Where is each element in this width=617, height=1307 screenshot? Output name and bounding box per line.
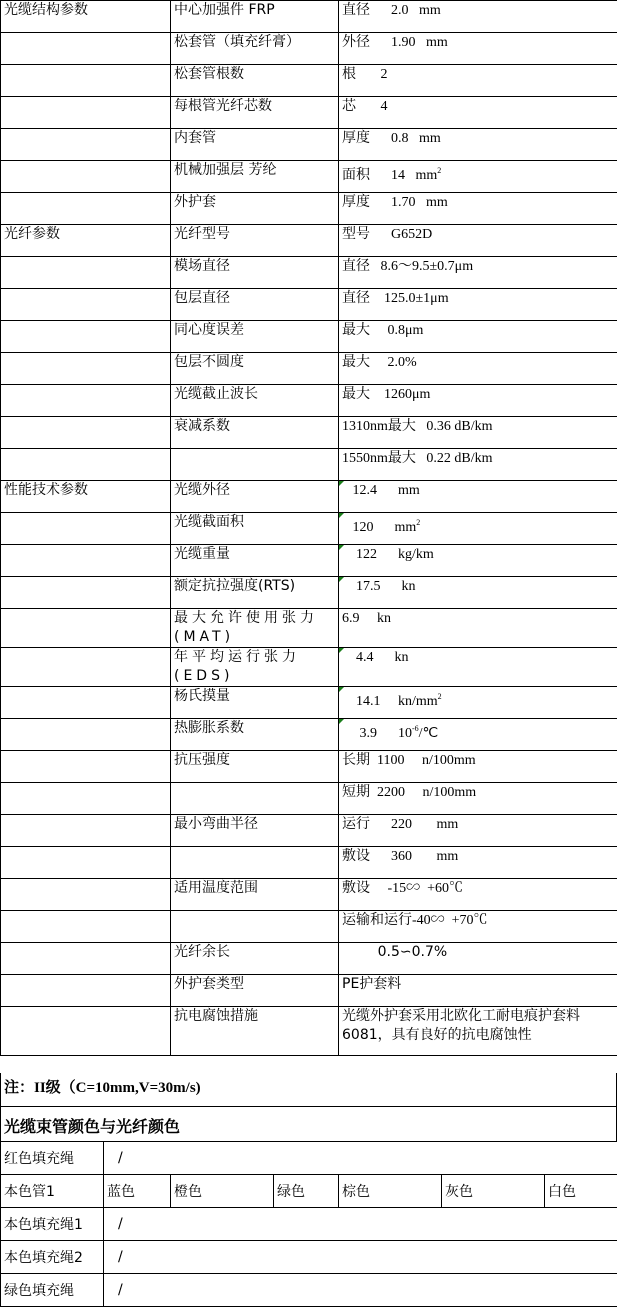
parameter-row [1, 289, 617, 321]
value-cell [339, 847, 617, 879]
item-cell: 额定抗拉强度(RTS) [171, 577, 339, 609]
value-cell [339, 225, 617, 257]
fiber-color-orange: 橙色 [171, 1175, 274, 1208]
parameter-row [1, 193, 617, 225]
value-text: 直径 2.0 mm [342, 3, 441, 18]
value-text: 1550nm最大 0.22 dB/km [342, 451, 493, 466]
parameter-row [1, 1007, 617, 1056]
natural-filler1-label: 本色填充绳1 [1, 1208, 104, 1241]
item-cell: 包层直径 [171, 289, 339, 321]
value-text: 0.5∽0.7% [342, 944, 447, 960]
item-cell: 抗电腐蚀措施 [171, 1007, 339, 1056]
section-cell [1, 1007, 171, 1056]
value-cell [339, 129, 617, 161]
value-text: 运输和运行-40∽ +70℃ [342, 913, 488, 928]
fiber-color-blue: 蓝色 [104, 1175, 171, 1208]
value-text: 厚度 0.8 mm [342, 131, 441, 146]
value-text: 运行 220 mm [342, 817, 458, 832]
section-cell [1, 879, 171, 911]
parameter-row [1, 257, 617, 289]
section-cell [1, 687, 171, 719]
value-cell [339, 161, 617, 193]
value-cell [339, 879, 617, 911]
value-cell [339, 751, 617, 783]
value-superscript: 2 [416, 518, 420, 527]
value-text: 外径 1.90 mm [342, 35, 448, 50]
section-cell: 光纤参数 [1, 225, 171, 257]
fiber-color-white: 白色 [545, 1175, 617, 1208]
section-cell: 性能技术参数 [1, 481, 171, 513]
parameter-row [1, 417, 617, 449]
parameter-row [1, 879, 617, 911]
item-cell: 模场直径 [171, 257, 339, 289]
parameter-row [1, 648, 617, 687]
color-row-red-filler [1, 1142, 617, 1175]
parameter-row [1, 161, 617, 193]
value-text: 最大 1260μm [342, 387, 430, 402]
item-cell: 外护套 [171, 193, 339, 225]
parameter-row [1, 545, 617, 577]
value-text: 厚度 1.70 mm [342, 195, 448, 210]
value-cell [339, 783, 617, 815]
value-cell [339, 1, 617, 33]
item-cell: 同心度误差 [171, 321, 339, 353]
item-cell: 光纤型号 [171, 225, 339, 257]
section-cell [1, 815, 171, 847]
value-text: 122 kg/km [342, 547, 434, 562]
item-cell: 松套管（填充纤膏） [171, 33, 339, 65]
value-cell [339, 648, 617, 687]
section-cell [1, 449, 171, 481]
value-text: 4.4 kn [342, 650, 409, 665]
value-text: 光缆外护套采用北欧化工耐电痕护套料6081，具有良好的抗电腐蚀性 [342, 1008, 580, 1043]
section-cell [1, 257, 171, 289]
section-cell [1, 321, 171, 353]
natural-filler2-value: / [104, 1241, 617, 1274]
item-cell: 适用温度范围 [171, 879, 339, 911]
fiber-color-brown: 棕色 [339, 1175, 442, 1208]
item-cell: 外护套类型 [171, 975, 339, 1007]
section-cell [1, 353, 171, 385]
parameter-row [1, 385, 617, 417]
value-cell [339, 513, 617, 545]
section-cell [1, 751, 171, 783]
item-cell: 最大允许使用张力(MAT) [171, 609, 339, 648]
section-cell [1, 385, 171, 417]
value-cell [339, 33, 617, 65]
item-cell [171, 847, 339, 879]
value-cell [339, 943, 617, 975]
parameter-row [1, 353, 617, 385]
value-superscript: 2 [438, 692, 442, 701]
value-text: 直径 125.0±1μm [342, 291, 449, 306]
parameter-row [1, 975, 617, 1007]
value-text: 14.1 kn/mm [342, 694, 438, 709]
value-text: 型号 G652D [342, 227, 432, 242]
item-cell: 年平均运行张力(EDS) [171, 648, 339, 687]
item-cell: 抗压强度 [171, 751, 339, 783]
value-text: 最大 0.8μm [342, 323, 423, 338]
value-suffix: /℃ [419, 726, 439, 741]
parameter-row [1, 815, 617, 847]
parameter-row [1, 911, 617, 943]
section-cell [1, 129, 171, 161]
fiber-color-green: 绿色 [274, 1175, 339, 1208]
value-text: 直径 8.6～9.5±0.7μm [342, 259, 473, 274]
parameter-row [1, 687, 617, 719]
red-filler-label: 红色填充绳 [1, 1142, 104, 1175]
value-cell [339, 481, 617, 513]
value-cell [339, 975, 617, 1007]
value-cell [339, 193, 617, 225]
value-text: 短期 2200 n/100mm [342, 785, 476, 800]
value-cell [339, 417, 617, 449]
value-superscript: -6 [412, 724, 419, 733]
ice-class-note: 注：II级（C=10mm,V=30m/s) [0, 1073, 617, 1107]
color-row-natural-filler-1 [1, 1208, 617, 1241]
value-cell [339, 385, 617, 417]
section-cell [1, 417, 171, 449]
value-text: 120 mm [342, 520, 416, 535]
value-cell [339, 321, 617, 353]
value-cell [339, 545, 617, 577]
value-text: 6.9 kn [342, 611, 391, 626]
parameter-row [1, 751, 617, 783]
red-filler-value: / [104, 1142, 617, 1175]
section-cell [1, 911, 171, 943]
parameter-row [1, 33, 617, 65]
value-text: 最大 2.0% [342, 355, 417, 370]
value-cell [339, 719, 617, 751]
parameter-row [1, 65, 617, 97]
item-cell: 光缆外径 [171, 481, 339, 513]
item-cell: 松套管根数 [171, 65, 339, 97]
value-text: 面积 14 mm [342, 168, 437, 183]
parameter-row [1, 513, 617, 545]
section-cell [1, 783, 171, 815]
section-cell [1, 975, 171, 1007]
parameter-row [1, 225, 617, 257]
section-cell [1, 97, 171, 129]
natural-filler2-label: 本色填充绳2 [1, 1241, 104, 1274]
item-cell [171, 449, 339, 481]
value-cell [339, 65, 617, 97]
color-row-natural-filler-2 [1, 1241, 617, 1274]
section-cell [1, 193, 171, 225]
parameter-row [1, 449, 617, 481]
item-cell: 衰减系数 [171, 417, 339, 449]
parameter-row [1, 321, 617, 353]
item-cell: 光缆重量 [171, 545, 339, 577]
parameter-row [1, 783, 617, 815]
section-cell [1, 609, 171, 648]
value-cell [339, 911, 617, 943]
fiber-color-gray: 灰色 [442, 1175, 545, 1208]
value-text: 1310nm最大 0.36 dB/km [342, 419, 493, 434]
section-cell [1, 847, 171, 879]
section-cell [1, 648, 171, 687]
parameter-row [1, 577, 617, 609]
item-cell: 光缆截止波长 [171, 385, 339, 417]
item-cell: 光纤余长 [171, 943, 339, 975]
item-cell: 包层不圆度 [171, 353, 339, 385]
value-cell [339, 257, 617, 289]
parameter-row [1, 847, 617, 879]
section-cell [1, 577, 171, 609]
section-cell [1, 33, 171, 65]
value-text: PE护套料 [342, 976, 401, 992]
value-cell [339, 449, 617, 481]
value-cell [339, 687, 617, 719]
parameter-row [1, 943, 617, 975]
item-cell: 热膨胀系数 [171, 719, 339, 751]
tube1-label: 本色管1 [1, 1175, 104, 1208]
section-cell [1, 65, 171, 97]
value-cell [339, 97, 617, 129]
parameter-table-body [1, 1, 617, 1056]
natural-filler1-value: / [104, 1208, 617, 1241]
section-cell: 光缆结构参数 [1, 1, 171, 33]
parameter-row [1, 1, 617, 33]
item-cell: 内套管 [171, 129, 339, 161]
section-cell [1, 289, 171, 321]
value-cell [339, 609, 617, 648]
color-table [0, 1141, 617, 1307]
section-cell [1, 161, 171, 193]
section-cell [1, 545, 171, 577]
section-cell [1, 943, 171, 975]
parameter-row [1, 719, 617, 751]
value-cell [339, 577, 617, 609]
color-section-title: 光缆束管颜色与光纤颜色 [0, 1107, 617, 1141]
item-cell: 光缆截面积 [171, 513, 339, 545]
item-cell: 杨氏摸量 [171, 687, 339, 719]
value-text: 长期 1100 n/100mm [342, 753, 476, 768]
value-superscript: 2 [437, 166, 441, 175]
value-text: 12.4 mm [342, 483, 420, 498]
value-text: 芯 4 [342, 99, 388, 114]
section-cell [1, 719, 171, 751]
value-text: 17.5 kn [342, 579, 416, 594]
item-cell: 最小弯曲半径 [171, 815, 339, 847]
parameter-row [1, 481, 617, 513]
item-cell [171, 783, 339, 815]
item-cell [171, 911, 339, 943]
parameter-row [1, 609, 617, 648]
color-row-tube1 [1, 1175, 617, 1208]
value-cell [339, 353, 617, 385]
green-filler-label: 绿色填充绳 [1, 1274, 104, 1307]
value-cell [339, 815, 617, 847]
value-text: 敷设 360 mm [342, 849, 458, 864]
value-text: 敷设 -15∽ +60℃ [342, 881, 463, 896]
section-cell [1, 513, 171, 545]
green-filler-value: / [104, 1274, 617, 1307]
item-cell: 中心加强件 FRP [171, 1, 339, 33]
value-text: 3.9 10 [342, 726, 412, 741]
value-text: 根 2 [342, 67, 388, 82]
color-row-green-filler [1, 1274, 617, 1307]
item-cell: 机械加强层 芳纶 [171, 161, 339, 193]
value-cell [339, 289, 617, 321]
value-cell [339, 1007, 617, 1056]
parameter-row [1, 97, 617, 129]
item-cell: 每根管光纤芯数 [171, 97, 339, 129]
parameter-row [1, 129, 617, 161]
